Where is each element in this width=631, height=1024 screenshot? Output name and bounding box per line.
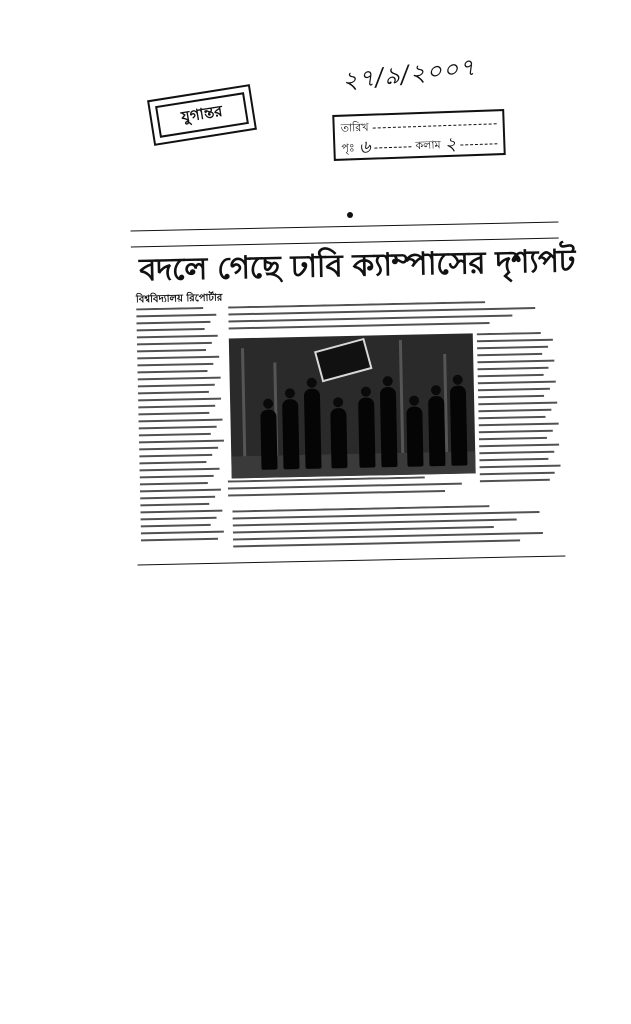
print-line	[233, 526, 494, 533]
clipping-headline: বদলে গেছে ঢাবি ক্যাম্পাসের দৃশ্যপট	[138, 243, 576, 289]
print-line	[477, 367, 548, 370]
clipping-bottom-rule	[138, 555, 566, 565]
print-line	[137, 328, 205, 331]
print-line	[137, 363, 213, 367]
print-line	[138, 412, 209, 415]
print-line	[137, 349, 206, 352]
print-line	[138, 398, 221, 402]
print-line	[141, 531, 224, 535]
print-line	[228, 315, 512, 323]
print-line	[480, 479, 550, 482]
print-line	[232, 505, 489, 512]
clipping-byline: বিশ্ববিদ্যালয় রিপোর্টার	[135, 292, 223, 306]
photo-people-group	[229, 333, 473, 338]
print-line	[140, 475, 214, 479]
print-line	[477, 360, 554, 364]
print-line	[477, 339, 553, 343]
photo-person-head	[285, 388, 295, 398]
column-dash-line	[460, 142, 497, 145]
print-line	[137, 335, 218, 339]
print-line	[140, 482, 208, 485]
print-line	[478, 374, 544, 377]
photo-person-head	[333, 397, 343, 407]
print-line	[141, 517, 217, 521]
print-line	[478, 416, 545, 419]
photo-person-head	[263, 399, 273, 409]
print-line	[139, 461, 206, 464]
print-line	[138, 377, 221, 381]
print-line	[479, 444, 559, 448]
print-line	[478, 395, 544, 398]
newspaper-name-stamp	[147, 84, 257, 146]
photo-tree	[241, 348, 246, 458]
print-line	[233, 539, 520, 547]
print-line	[140, 468, 220, 472]
print-line	[140, 496, 215, 500]
print-line	[479, 430, 553, 434]
ink-dot	[347, 212, 353, 218]
print-line	[136, 307, 203, 310]
print-line	[139, 454, 212, 458]
date-label: তারিখ	[340, 120, 369, 135]
photo-person-head	[409, 396, 419, 406]
photo-person	[450, 386, 468, 466]
print-line	[478, 381, 556, 385]
photo-person-head	[431, 385, 441, 395]
print-line	[141, 524, 211, 527]
news-photo	[229, 333, 476, 478]
print-line	[140, 503, 209, 506]
print-line	[477, 332, 541, 335]
print-line	[478, 402, 557, 406]
print-line	[137, 356, 219, 360]
print-line	[479, 423, 559, 427]
page-column-row	[341, 134, 498, 157]
print-line	[139, 440, 224, 444]
photo-person	[358, 397, 375, 467]
photo-person	[282, 399, 299, 469]
print-line	[479, 458, 548, 461]
date-dash-line	[373, 122, 497, 128]
print-line	[138, 419, 222, 423]
print-line	[479, 451, 554, 455]
print-line	[228, 301, 485, 308]
print-line	[140, 489, 221, 493]
photo-person	[330, 408, 347, 468]
print-line	[229, 322, 490, 329]
print-line	[477, 353, 542, 356]
column-value: ২	[444, 133, 457, 155]
page-value: ৬	[358, 136, 371, 158]
photo-person	[380, 387, 398, 467]
print-line	[139, 433, 211, 437]
print-line	[228, 483, 462, 490]
photo-person	[304, 389, 322, 469]
text-column-top	[228, 300, 559, 335]
print-line	[138, 384, 215, 388]
print-line	[479, 437, 547, 440]
print-line	[480, 472, 555, 476]
photo-person-head	[361, 387, 371, 397]
print-line	[228, 490, 445, 497]
photo-person-head	[453, 375, 463, 385]
newspaper-clipping	[130, 218, 576, 573]
photo-person	[428, 396, 445, 466]
print-line	[138, 405, 215, 409]
text-column-right	[477, 332, 562, 490]
print-line	[136, 321, 210, 325]
handwritten-date: ২৭/৯/২০০৭	[340, 53, 478, 95]
text-column-bottom	[232, 504, 563, 555]
photo-person-head	[307, 378, 317, 388]
print-line	[141, 538, 218, 542]
print-line	[137, 370, 207, 373]
text-column-left	[136, 307, 227, 545]
column-label: কলাম	[415, 137, 441, 152]
print-line	[139, 426, 217, 430]
print-line	[140, 510, 222, 514]
print-line	[139, 447, 218, 451]
photo-caption	[228, 475, 480, 501]
print-line	[480, 465, 561, 469]
page-dash-line	[374, 145, 411, 148]
print-line	[138, 391, 209, 394]
print-line	[477, 346, 548, 349]
date-page-column-box	[332, 109, 506, 161]
page-label: পৃঃ	[341, 140, 355, 155]
print-line	[137, 342, 212, 346]
photo-person-head	[383, 376, 393, 386]
print-line	[233, 518, 517, 526]
photo-person	[260, 410, 277, 470]
newspaper-name: যুগান্তর	[155, 92, 249, 138]
photo-tree	[399, 340, 404, 455]
print-line	[478, 409, 551, 413]
print-line	[478, 388, 550, 392]
photo-flag	[314, 338, 373, 383]
clipping-top-rule	[131, 222, 559, 232]
photo-person	[406, 406, 423, 466]
print-line	[136, 314, 216, 318]
